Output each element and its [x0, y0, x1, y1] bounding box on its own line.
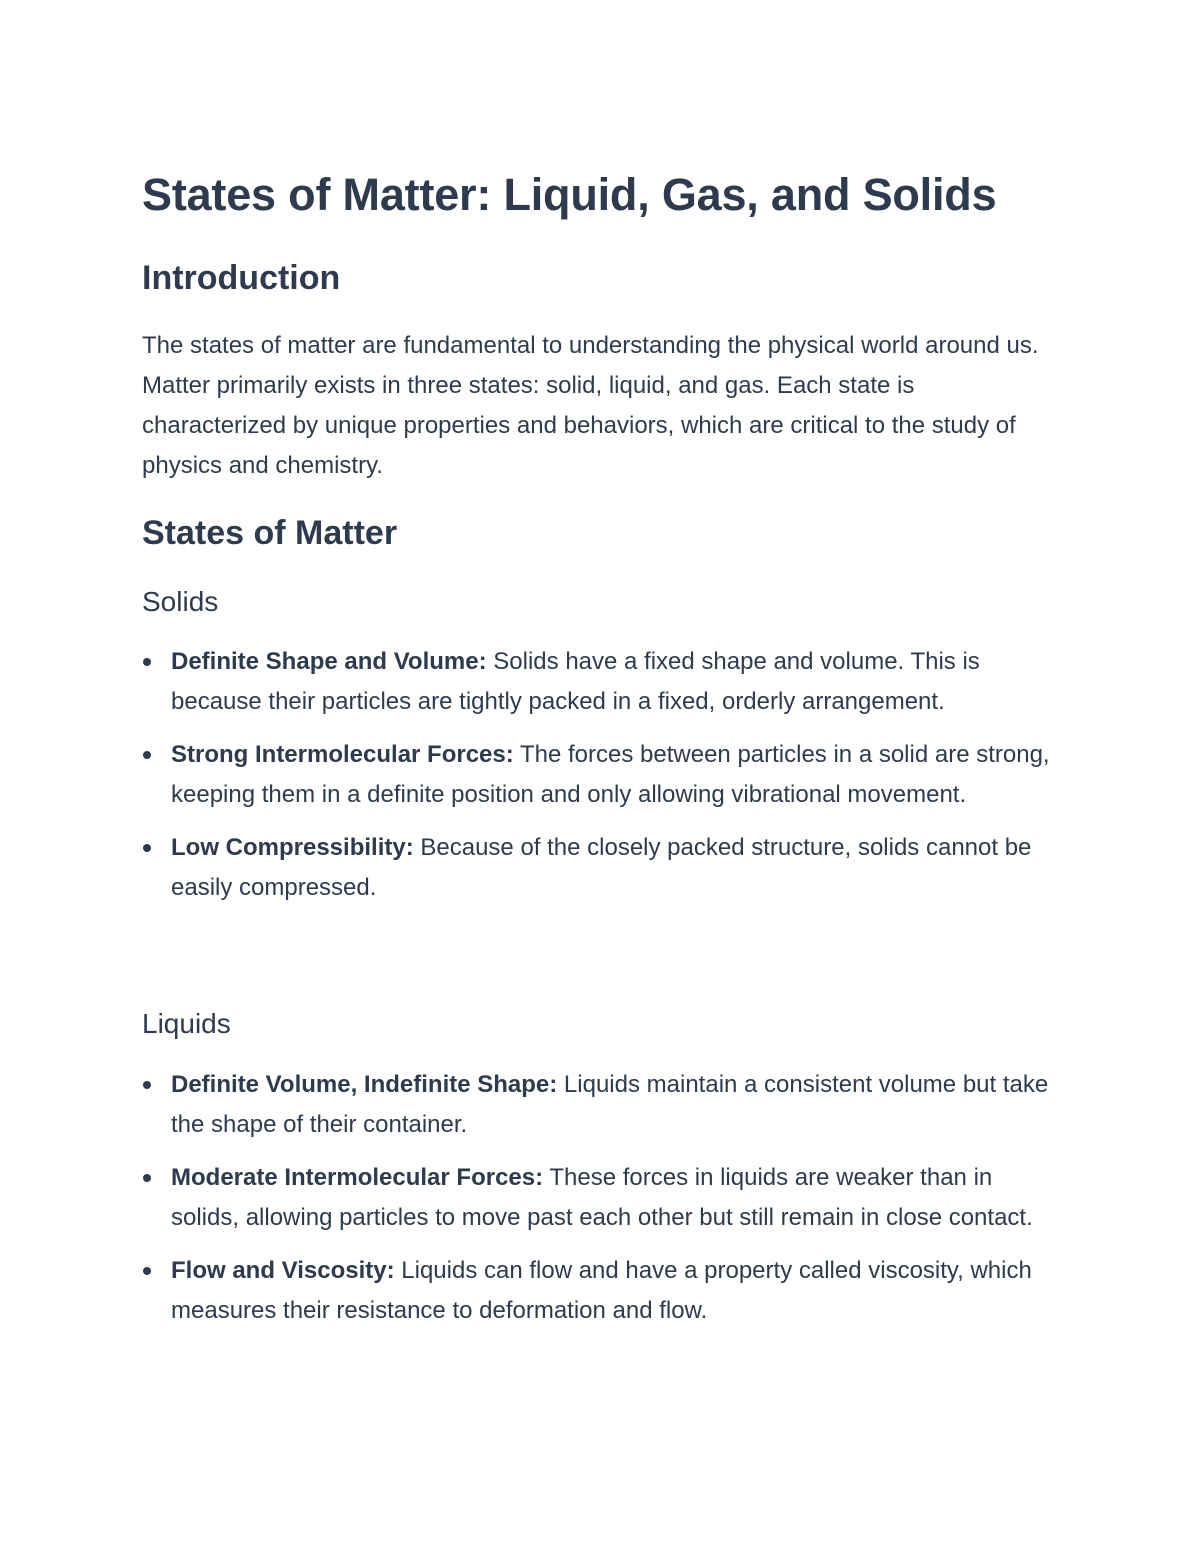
- states-of-matter-heading: States of Matter: [142, 514, 398, 552]
- solids-heading: Solids: [142, 586, 219, 617]
- bullet-icon: [143, 751, 151, 759]
- list-item: [142, 1251, 1054, 1331]
- introduction-paragraph: The states of matter are fundamental to understanding the physical world around us. Matter primarily exists in three states: solid, liquid, and gas. Each state is characterized by unique properties and behaviors, which are critical to the study of physics and chemistry.: [142, 332, 1039, 479]
- list-item-text: Liquids can flow and have a property called viscosity, which measures their resistance to deformation and flow.: [171, 1257, 1032, 1324]
- bullet-icon: [143, 1174, 151, 1182]
- list-item: [142, 1065, 1054, 1145]
- list-item-text: Solids have a fixed shape and volume. This is because their particles are tightly packed in a fixed, orderly arrangement.: [171, 648, 980, 715]
- list-item-text: Because of the closely packed structure, solids cannot be easily compressed.: [171, 834, 1032, 901]
- bullet-icon: [143, 1267, 151, 1275]
- list-item-text: The forces between particles in a solid are strong, keeping them in a definite position and only allowing vibrational movement.: [171, 741, 1050, 808]
- list-item-term: Moderate Intermolecular Forces:: [171, 1164, 544, 1191]
- list-item-term: Strong Intermolecular Forces:: [171, 741, 514, 768]
- list-item-text: These forces in liquids are weaker than in solids, allowing particles to move past each other but still remain in close contact.: [171, 1164, 1033, 1231]
- list-item: [142, 1158, 1054, 1238]
- list-item: [142, 828, 1054, 908]
- list-item: [142, 735, 1054, 815]
- bullet-icon: [143, 658, 151, 666]
- list-item-term: Definite Volume, Indefinite Shape:: [171, 1071, 558, 1098]
- introduction-heading: Introduction: [142, 259, 341, 297]
- document-title: States of Matter: Liquid, Gas, and Solids: [142, 169, 997, 220]
- list-item-term: Flow and Viscosity:: [171, 1257, 395, 1284]
- solids-list: [142, 642, 1054, 921]
- list-item-term: Definite Shape and Volume:: [171, 648, 487, 675]
- liquids-heading: Liquids: [142, 1008, 231, 1039]
- bullet-icon: [143, 844, 151, 852]
- list-item-term: Low Compressibility:: [171, 834, 414, 861]
- bullet-icon: [143, 1081, 151, 1089]
- list-item-text: Liquids maintain a consistent volume but take the shape of their container.: [171, 1071, 1049, 1138]
- liquids-list: [142, 1065, 1054, 1344]
- list-item: [142, 642, 1054, 722]
